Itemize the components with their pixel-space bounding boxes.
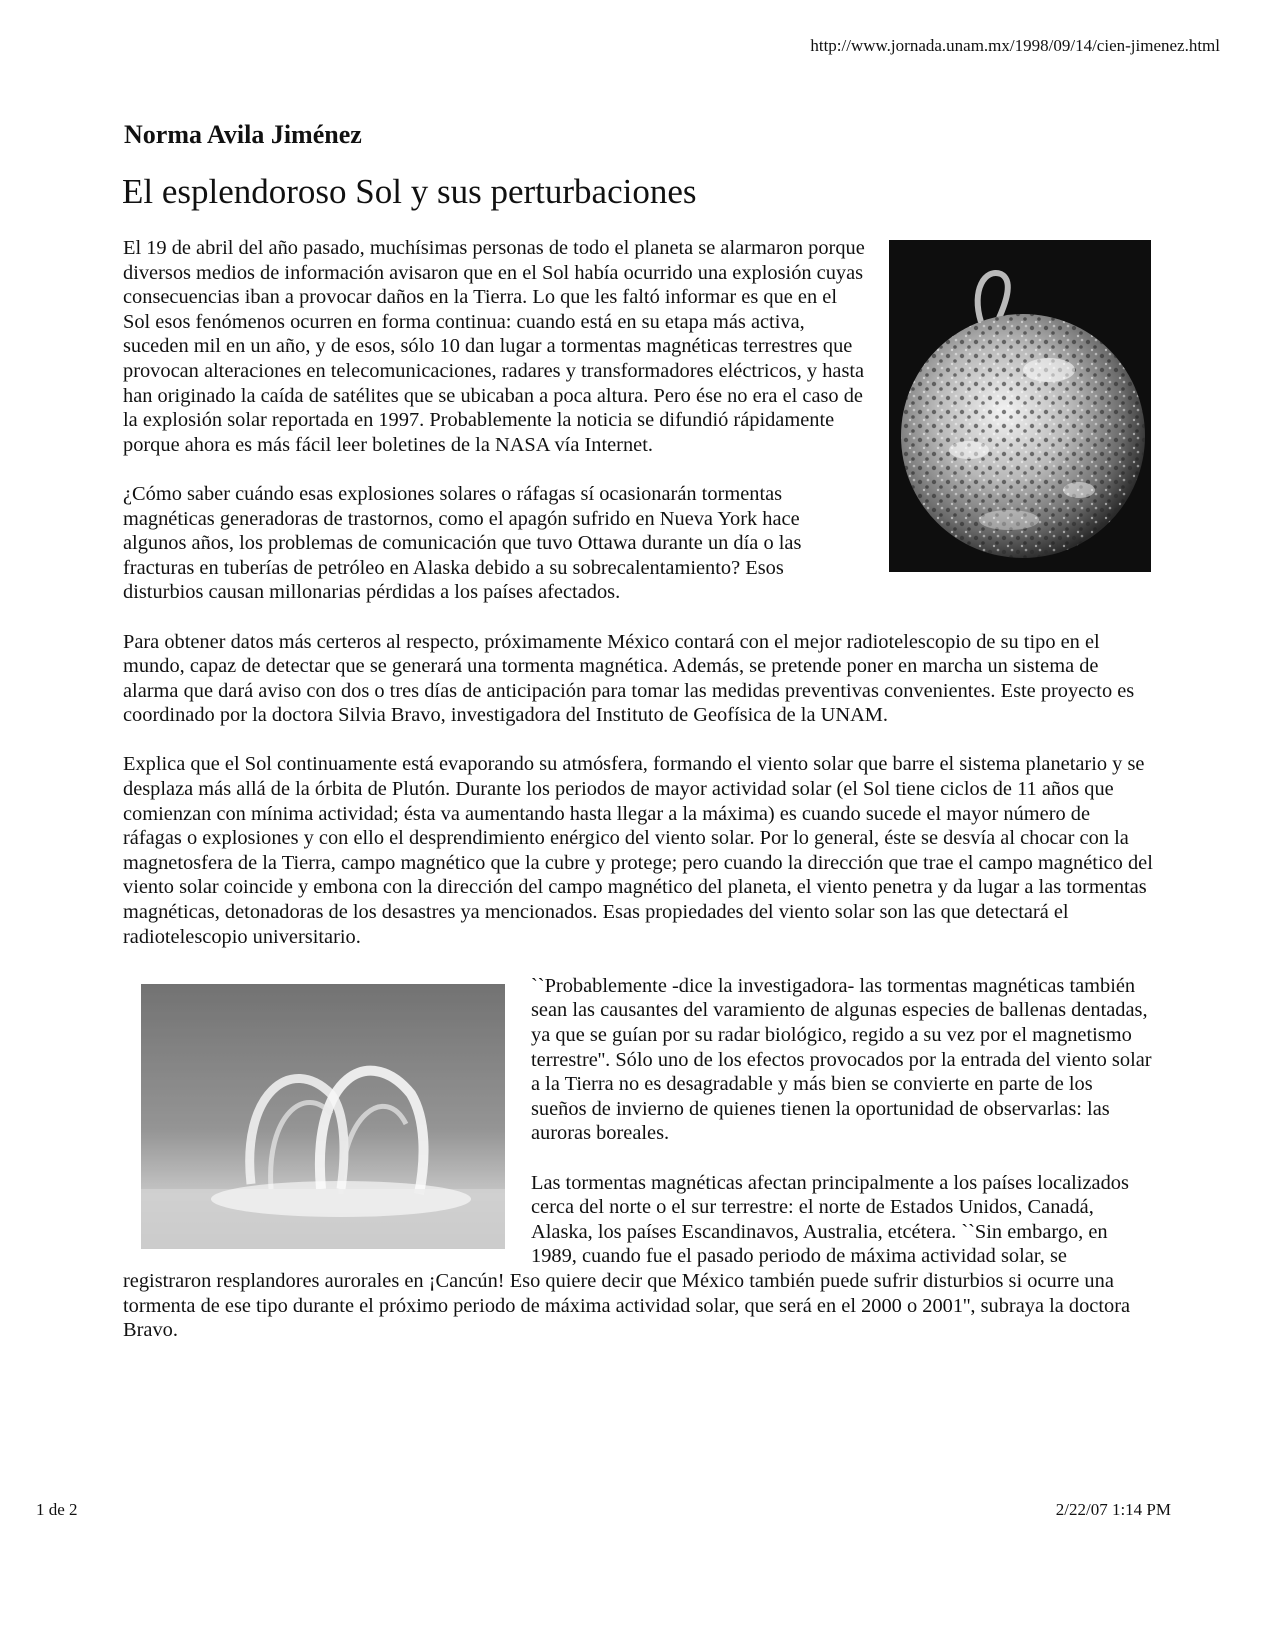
article-title: El esplendoroso Sol y sus perturbaciones	[122, 172, 697, 211]
solar-loops-photo	[141, 984, 505, 1249]
paragraph: ¿Cómo saber cuándo esas explosiones solares o ráfagas sí ocasionarán tormentas magnéticas generadoras de trastornos, como el apagón sufrido en Nueva York hace algunos años, los problemas de comunicación que tuvo Ottawa durante un día o las fracturas en tuberías de petróleo en Alaska debido a su sobrecalentamiento? Esos disturbios causan millonarias pérdidas a los países afectados.	[123, 482, 802, 604]
sun-photo	[889, 240, 1151, 572]
article-body	[123, 236, 1153, 1367]
paragraph: ``Probablemente -dice la investigadora- las tormentas magnéticas también sean las causantes del varamiento de algunas especies de ballenas dentadas, ya que se guían por su radar biológico, regido a su vez por el magnetismo terrestre''. Sólo uno de los efectos provocados por la entrada del viento solar a la Tierra no es desagradable y más bien se convierte en parte de los sueños de invierno de quienes tienen la oportunidad de observarlas: las auroras boreales.	[531, 974, 1152, 1145]
print-timestamp: 2/22/07 1:14 PM	[1055, 1500, 1171, 1519]
paragraph: Las tormentas magnéticas afectan principalmente a los países localizados cerca del norte o el sur terrestre: el norte de Estados Unidos, Canadá, Alaska, los países Escandinavos, Australia, etcétera. ``Sin embargo, en 1989, cuando fue el pasado periodo de máxima actividad solar, se registraron resplandores aurorales en ¡Cancún! Eso quiere decir que México también puede sufrir disturbios si ocurre una tormenta de ese tipo durante el próximo periodo de máxima actividad solar, que será en el 2000 o 2001'', subraya la doctora Bravo.	[123, 1171, 1131, 1342]
paragraph: El 19 de abril del año pasado, muchísimas personas de todo el planeta se alarmaron porque diversos medios de información avisaron que en el Sol había ocurrido una explosión cuyas consecuencias iban a provocar daños en la Tierra. Lo que les faltó informar es que en el Sol esos fenómenos ocurren en forma continua: cuando está en su etapa más activa, suceden mil en un año, y de esos, sólo 10 dan lugar a tormentas magnéticas terrestres que provocan alteraciones en telecomunicaciones, radares y transformadores eléctricos, y hasta han originado la caída de satélites que se ubicaban a poca altura. Pero ése no era el caso de la explosión solar reportada en 1997. Probablemente la noticia se difundió rápidamente porque ahora es más fácil leer boletines de la NASA vía Internet.	[123, 237, 865, 456]
author-name: Norma Avila Jiménez	[124, 120, 362, 149]
page-url: http://www.jornada.unam.mx/1998/09/14/cien-jimenez.html	[810, 36, 1220, 55]
paragraph: Explica que el Sol continuamente está evaporando su atmósfera, formando el viento solar que barre el sistema planetario y se desplaza más allá de la órbita de Plutón. Durante los periodos de mayor actividad solar (el Sol tiene ciclos de 11 años que comienzan con mínima actividad; ésta va aumentando hasta llegar a la máxima) es cuando sucede el mayor número de ráfagas o explosiones y con ello el desprendimiento enérgico del viento solar. Por lo general, éste se desvía al chocar con la magnetosfera de la Tierra, campo magnético que la cubre y protege; pero cuando la dirección que trae el campo magnético del viento solar coincide y embona con la dirección del campo magnético del planeta, el viento penetra y da lugar a las tormentas magnéticas, detonadoras de los desastres ya mencionados. Esas propiedades del viento solar son las que detectará el radiotelescopio universitario.	[123, 753, 1153, 948]
page-number: 1 de 2	[36, 1500, 78, 1519]
paragraph: Para obtener datos más certeros al respecto, próximamente México contará con el mejor radiotelescopio de su tipo en el mundo, capaz de detectar que se generará una tormenta magnética. Además, se pretende poner en marcha un sistema de alarma que dará aviso con dos o tres días de anticipación para tomar las medidas preventivas convenientes. Este proyecto es coordinado por la doctora Silvia Bravo, investigadora del Instituto de Geofísica de la UNAM.	[123, 630, 1135, 727]
